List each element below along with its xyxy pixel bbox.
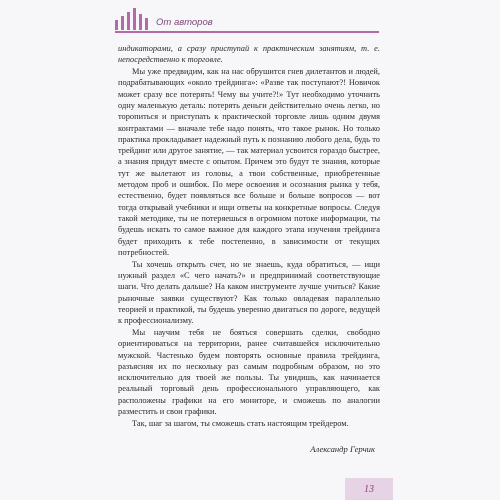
paragraph-5: Так, шаг за шагом, ты сможешь стать настоящим трейдером. — [132, 418, 349, 428]
body-text — [118, 43, 380, 429]
author-signature: Александр Герчик — [310, 444, 375, 454]
page-number: 13 — [364, 483, 374, 495]
page-number-box — [345, 478, 393, 500]
paragraph-2: Мы уже предвидим, как на нас обрушится гнев дилетантов и людей, подрабатывающих «около трейдинга»: «Разве так поступают?! Новичок может сразу все потерять! Чему вы учите?!» Тут необходимо уточнить одну маленькую деталь: потерять деньги действительно очень легко, но торопиться и приступать к практической торговле лишь одним двумя контрактами — вначале тебе надо понять, что такое рынок. Но только практика прокладывает надежный путь к познанию любого дела, будь то трейдинг или другое занятие, — так материал усвоится гораздо быстрее, а знания придут вместе с опытом. Причем это будут те знания, которые тут же вылетают из головы, а твои собственные, приобретенные методом проб и ошибок. По мере освоения и осознания рынка у тебя, естественно, будет появляться все больше и больше вопросов — вот тогда открывай учебники и ищи ответы на конкретные вопросы. Следуя такой методике, ты не потеряешься в огромном потоке информации, ты будешь искать то самое важное для каждого этапа изучения трейдинга будет приходить к тебе постепенно, в зависимости от текущих потребностей. — [118, 67, 380, 257]
paragraph-3: Ты хочешь открыть счет, но не знаешь, куда обратиться, — ищи нужный раздел «С чего начать?» и предпринимай соответствующие шаги. Что делать дальше? На каком инструменте лучше учиться? Какие рыночные заявки существуют? Как только овладевая параллельно теорией и практикой, ты будешь уверенно двигаться по дороге, ведущей к профессионализму. — [118, 259, 380, 326]
paragraph-1: индикаторами, а сразу приступай к практическим занятиям, т. е. непосредственно к торговле. — [118, 44, 380, 65]
running-header — [115, 6, 375, 30]
header-divider — [115, 31, 379, 33]
header-bars-icon — [115, 8, 148, 30]
section-title: От авторов — [156, 17, 213, 28]
paragraph-4: Мы научим тебя не бояться совершать сделки, свободно ориентироваться на территории, ранее считавшейся исключительно мужской. Частенько будем повторять основные правила трейдинга, разъясняя их по нескольку раз самым подробным образом, но это исключительно для твоей же пользы. Ты увидишь, как начинается реальный торговый день профессионального управляющего, как расположены графики на его мониторе, и сможешь по аналогии разместить и свои графики. — [118, 327, 380, 416]
